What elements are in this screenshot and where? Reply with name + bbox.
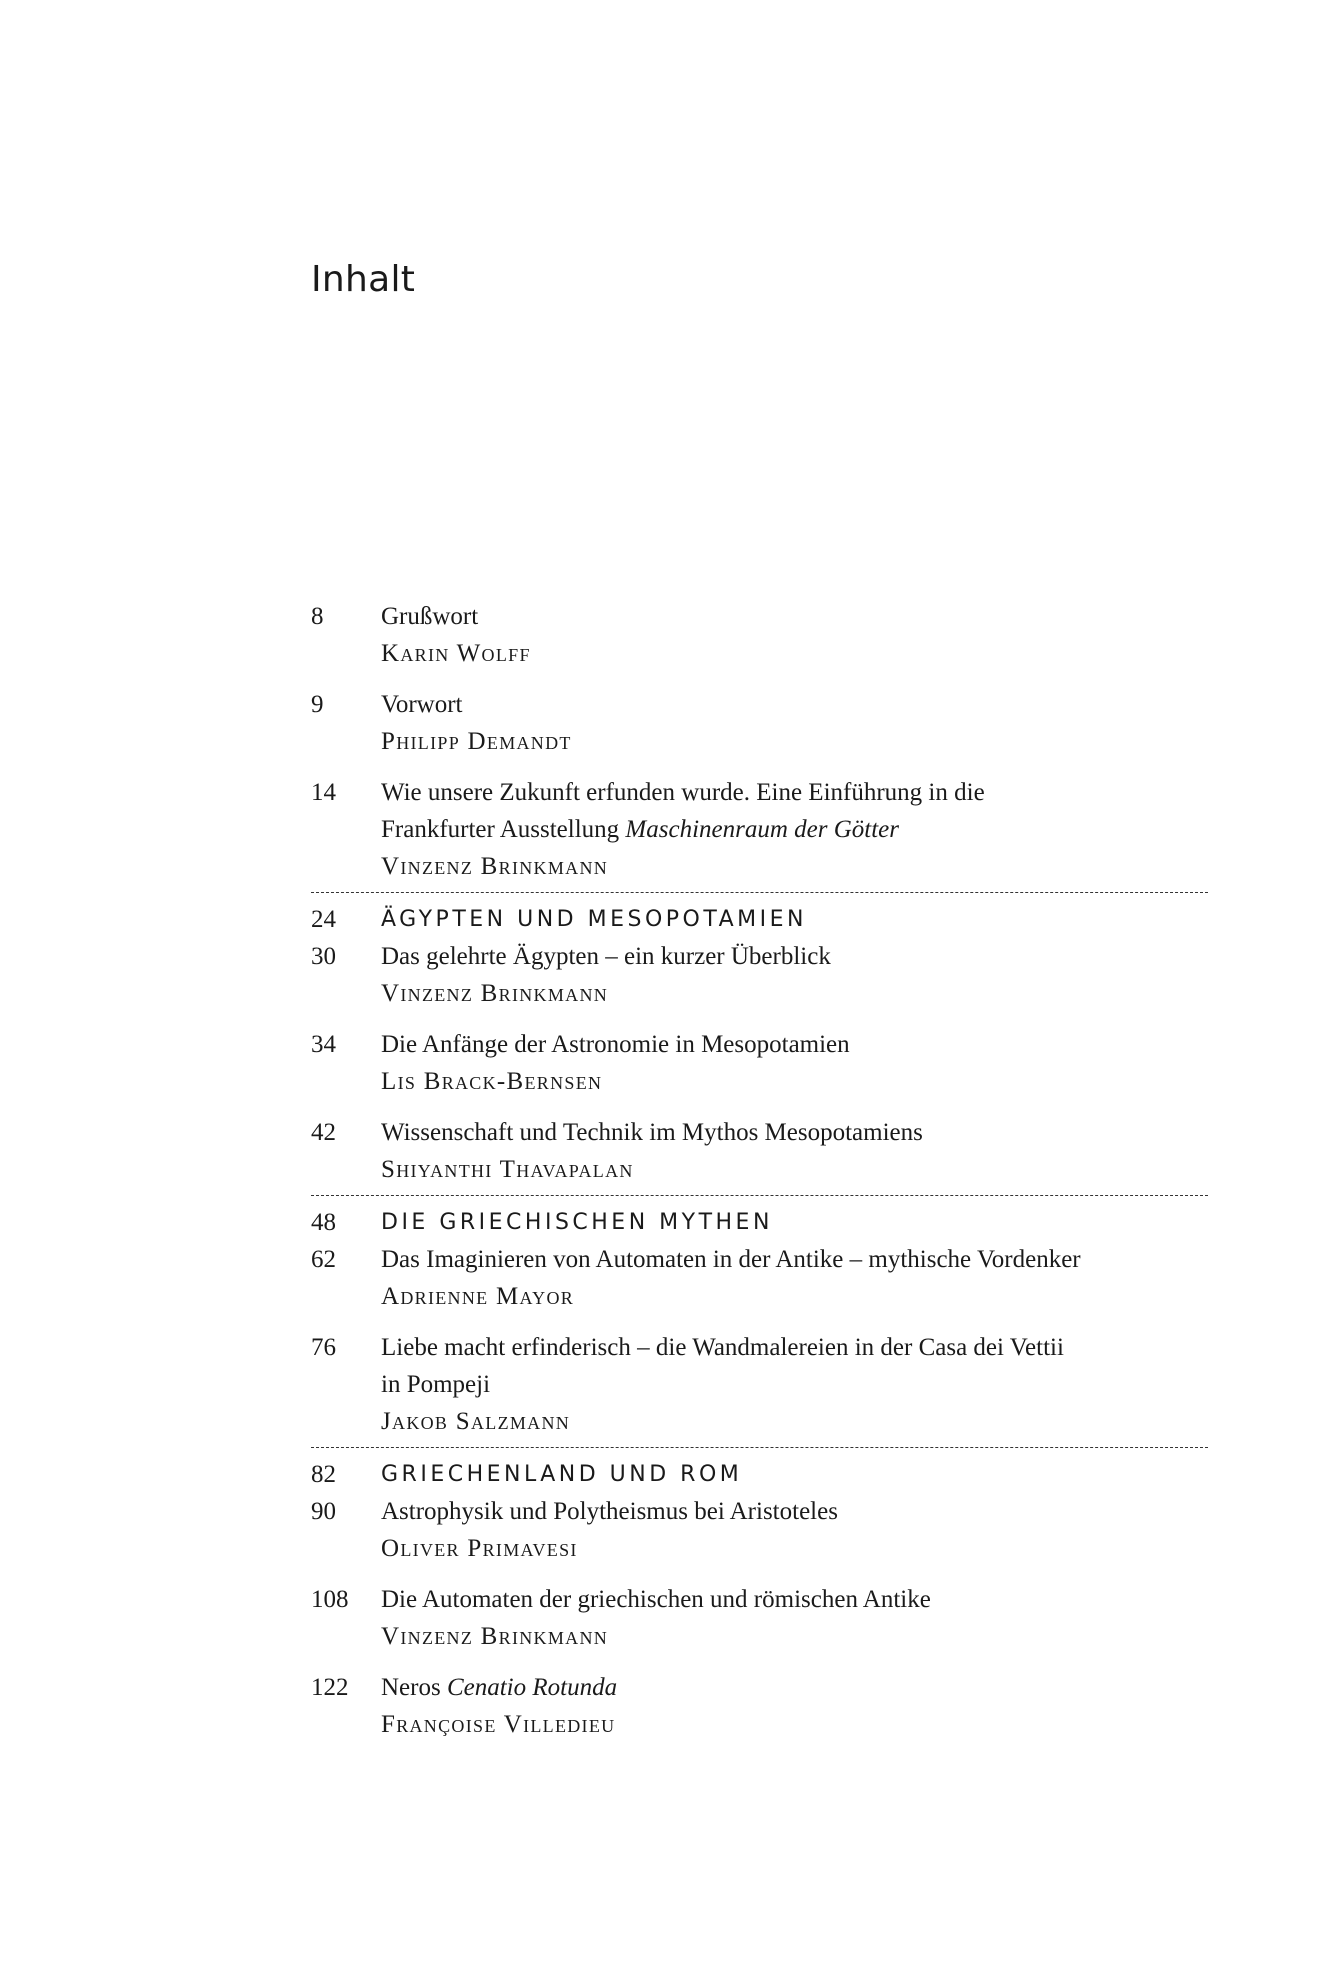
exhibition-title: Maschinenraum der Götter: [625, 816, 899, 843]
entry-author: Karin Wolff: [381, 640, 531, 667]
section-divider: [311, 1195, 1208, 1196]
page-number: 30: [311, 943, 336, 970]
entry-author: Vinzenz Brinkmann: [381, 853, 609, 880]
entry-title: Vorwort: [381, 691, 463, 718]
toc-entry[interactable]: [311, 938, 1211, 1012]
page-number: 24: [311, 906, 336, 933]
page-number: 9: [311, 691, 324, 718]
section-heading[interactable]: [311, 901, 1211, 938]
entry-author: Françoise Villedieu: [381, 1711, 616, 1738]
entry-title: Liebe macht erfinderisch – die Wandmalereien in der Casa dei Vettii: [381, 1334, 1064, 1361]
toc-entry[interactable]: [311, 1581, 1211, 1655]
page-number: 62: [311, 1246, 336, 1273]
entry-title-text: Neros: [381, 1674, 447, 1701]
entry-title-line2: [381, 811, 1211, 848]
page-number: 42: [311, 1119, 336, 1146]
page-title: Inhalt: [311, 259, 416, 300]
page-number: 34: [311, 1031, 336, 1058]
toc-entry[interactable]: [311, 1026, 1211, 1100]
entry-title: [381, 1669, 1211, 1706]
entry-author: Shiyanthi Thavapalan: [381, 1156, 634, 1183]
entry-title-text: Frankfurter Ausstellung: [381, 816, 626, 843]
page-number: 48: [311, 1209, 336, 1236]
page-number: 90: [311, 1498, 336, 1525]
entry-title: Das gelehrte Ägypten – ein kurzer Überblick: [381, 943, 831, 970]
entry-title: Grußwort: [381, 603, 479, 630]
entry-author: Oliver Primavesi: [381, 1535, 578, 1562]
section-title: DIE GRIECHISCHEN MYTHEN: [381, 1210, 773, 1235]
entry-author: Lis Brack-Bernsen: [381, 1068, 603, 1095]
section-title: GRIECHENLAND UND ROM: [381, 1462, 743, 1487]
toc-entry[interactable]: [311, 774, 1211, 885]
entry-title-line2: in Pompeji: [381, 1371, 491, 1398]
toc-entry[interactable]: [311, 686, 1211, 760]
entry-author: Jakob Salzmann: [381, 1408, 571, 1435]
italic-title: Cenatio Rotunda: [446, 1674, 618, 1701]
toc-entry[interactable]: [311, 598, 1211, 672]
section-heading[interactable]: [311, 1456, 1211, 1493]
toc-entry[interactable]: [311, 1241, 1211, 1315]
toc-entry[interactable]: [311, 1114, 1211, 1188]
entry-author: Vinzenz Brinkmann: [381, 980, 609, 1007]
table-of-contents: [311, 598, 1211, 1743]
entry-author: Vinzenz Brinkmann: [381, 1623, 609, 1650]
section-divider: [311, 892, 1208, 893]
toc-entry[interactable]: [311, 1329, 1211, 1440]
entry-author: Adrienne Mayor: [381, 1283, 575, 1310]
page-number: 108: [311, 1586, 349, 1613]
section-divider: [311, 1447, 1208, 1448]
page-number: 14: [311, 779, 336, 806]
toc-entry[interactable]: [311, 1493, 1211, 1567]
entry-title: Die Anfänge der Astronomie in Mesopotamien: [381, 1031, 850, 1058]
entry-title: Astrophysik und Polytheismus bei Aristoteles: [381, 1498, 838, 1525]
entry-title: Das Imaginieren von Automaten in der Antike – mythische Vordenker: [381, 1246, 1081, 1273]
toc-entry[interactable]: [311, 1669, 1211, 1743]
section-heading[interactable]: [311, 1204, 1211, 1241]
entry-title: Wissenschaft und Technik im Mythos Mesopotamiens: [381, 1119, 923, 1146]
page-number: 8: [311, 603, 324, 630]
entry-title: Wie unsere Zukunft erfunden wurde. Eine Einführung in die: [381, 779, 985, 806]
page-number: 122: [311, 1674, 349, 1701]
page-number: 76: [311, 1334, 336, 1361]
entry-title: Die Automaten der griechischen und römischen Antike: [381, 1586, 931, 1613]
section-title: ÄGYPTEN UND MESOPOTAMIEN: [381, 907, 807, 932]
page-number: 82: [311, 1461, 336, 1488]
entry-author: Philipp Demandt: [381, 728, 572, 755]
